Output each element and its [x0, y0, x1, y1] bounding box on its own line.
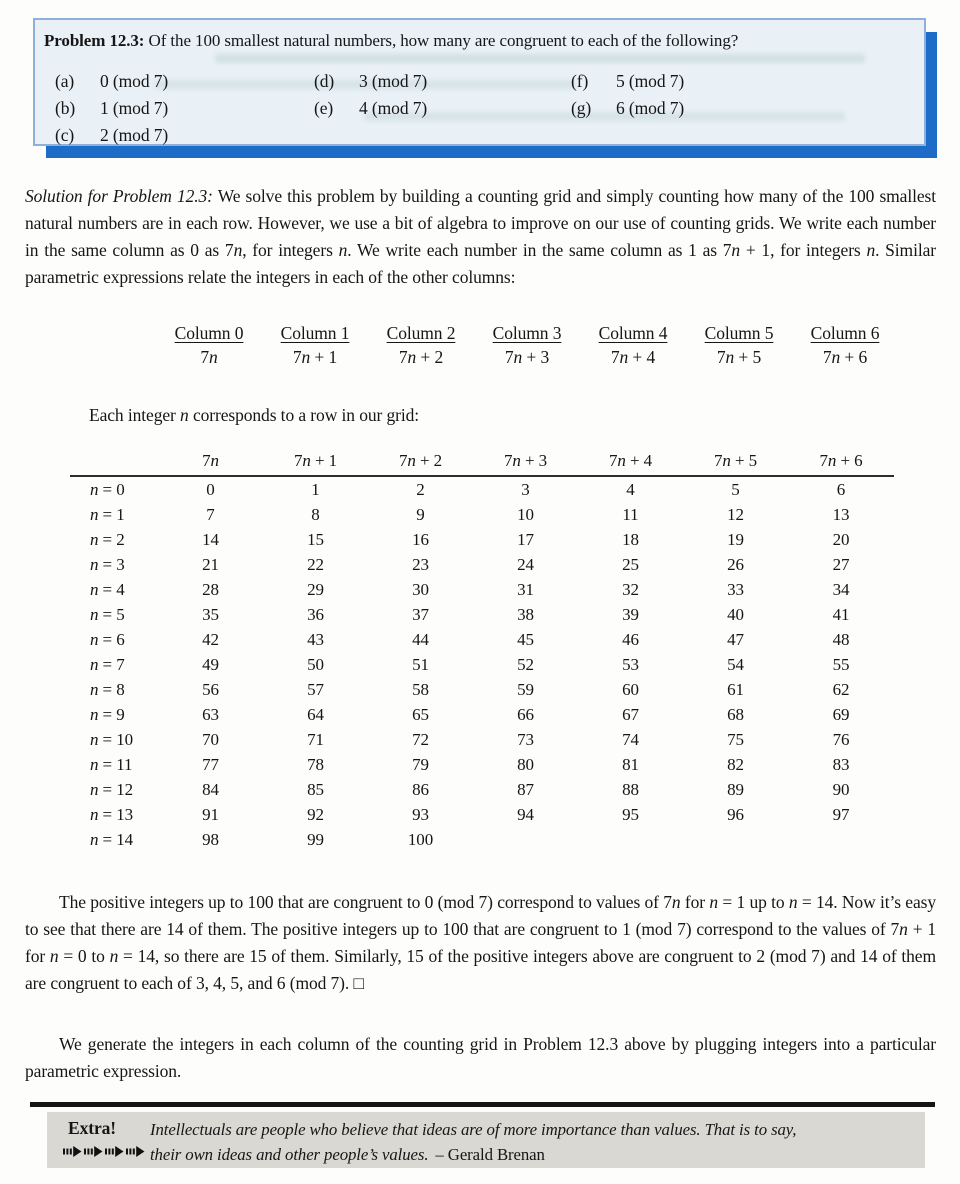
table-row — [70, 502, 894, 527]
table-row — [70, 652, 894, 677]
grid-cell — [788, 827, 894, 852]
grid-cell — [683, 827, 788, 852]
grid-cell: 83 — [832, 755, 850, 774]
grid-cell: 26 — [727, 555, 744, 574]
problem-part — [55, 122, 168, 149]
counting-grid — [70, 446, 894, 852]
grid-cell: 95 — [622, 805, 639, 824]
grid-cell: 54 — [727, 655, 744, 674]
grid-cell: 21 — [202, 555, 219, 574]
table-row — [70, 577, 894, 602]
grid-cell: 30 — [412, 580, 429, 599]
grid-cell: 67 — [622, 705, 639, 724]
grid-cell: 97 — [832, 805, 850, 824]
grid-cell: 99 — [307, 830, 324, 849]
row-label: n = 11 — [90, 755, 133, 774]
grid-column-header: 7n + 1 — [263, 446, 368, 476]
grid-cell: 74 — [622, 730, 639, 749]
grid-cell: 34 — [832, 580, 850, 599]
problem-part — [55, 95, 168, 122]
row-label: n = 10 — [90, 730, 133, 749]
grid-cell: 17 — [517, 530, 534, 549]
column-expression-table — [156, 323, 898, 368]
column-expression: 7n + 6 — [822, 347, 868, 367]
grid-cell: 64 — [307, 705, 324, 724]
grid-cell: 92 — [307, 805, 324, 824]
grid-cell: 69 — [832, 705, 850, 724]
row-label: n = 1 — [90, 505, 125, 524]
arrow-right-icon — [63, 1146, 82, 1157]
grid-cell: 24 — [517, 555, 534, 574]
grid-cell: 16 — [412, 530, 429, 549]
grid-cell: 77 — [202, 755, 219, 774]
grid-cell: 96 — [727, 805, 744, 824]
extra-quote-line2: their own ideas and other people’s values. – Gerald Brenan — [150, 1145, 545, 1164]
grid-corner-cell — [70, 446, 158, 476]
grid-cell: 25 — [622, 555, 639, 574]
part-tag: (d) — [314, 71, 335, 91]
table-row — [70, 752, 894, 777]
table-row — [70, 777, 894, 802]
grid-cell: 1 — [311, 480, 320, 499]
problem-part — [571, 68, 684, 95]
grid-cell: 6 — [836, 480, 846, 499]
generate-paragraph: We generate the integers in each column of the counting grid in Problem 12.3 above by plugging integers into a particular parametric expression. — [25, 1034, 936, 1081]
row-label: n = 12 — [90, 780, 133, 799]
grid-cell: 33 — [727, 580, 744, 599]
grid-cell: 28 — [202, 580, 219, 599]
solution-text: We solve this problem by building a counting grid and simply counting how many of the 100 smallest natural numbers are in each row. However, we use a bit of algebra to improve on our use of counting grids. We write each number in the same column as 0 as 7n, for integers n. We write each number in the same column as 1 as 7n + 1, for integers n. Similar parametric expressions relate the integers in each of the other columns: — [25, 186, 936, 287]
grid-cell: 5 — [731, 480, 740, 499]
grid-cell: 59 — [517, 680, 534, 699]
grid-cell: 35 — [202, 605, 219, 624]
counting-grid-body — [70, 476, 894, 852]
grid-cell: 55 — [832, 655, 850, 674]
grid-cell: 22 — [307, 555, 324, 574]
grid-cell: 27 — [832, 555, 850, 574]
grid-column-header: 7n + 3 — [473, 446, 578, 476]
grid-cell: 85 — [307, 780, 324, 799]
grid-cell: 19 — [727, 530, 744, 549]
part-text: 4 (mod 7) — [359, 98, 428, 118]
grid-cell: 73 — [517, 730, 534, 749]
row-label: n = 2 — [90, 530, 125, 549]
grid-cell: 71 — [307, 730, 324, 749]
problem-box — [33, 18, 926, 146]
grid-cell: 38 — [517, 605, 534, 624]
grid-cell: 56 — [202, 680, 219, 699]
section-divider-rule — [30, 1102, 935, 1107]
problem-parts-col-2 — [571, 68, 684, 122]
row-label: n = 14 — [90, 830, 133, 849]
column-expression: 7n — [200, 347, 218, 367]
grid-cell: 72 — [412, 730, 429, 749]
arrow-right-icon — [105, 1146, 124, 1157]
grid-cell: 88 — [622, 780, 639, 799]
arrow-right-icons — [63, 1146, 145, 1157]
row-label: n = 6 — [90, 630, 125, 649]
grid-intro: Each integer n corresponds to a row in our grid: — [89, 405, 420, 425]
grid-cell: 31 — [517, 580, 534, 599]
part-tag: (a) — [55, 71, 75, 91]
table-row — [70, 602, 894, 627]
grid-cell: 79 — [412, 755, 429, 774]
grid-cell: 10 — [517, 505, 534, 524]
grid-cell: 18 — [622, 530, 639, 549]
grid-cell: 68 — [727, 705, 744, 724]
grid-cell: 78 — [307, 755, 324, 774]
grid-column-header: 7n + 4 — [578, 446, 683, 476]
grid-cell: 23 — [412, 555, 429, 574]
grid-cell: 86 — [412, 780, 429, 799]
extra-box — [47, 1112, 925, 1168]
extra-quote-line1: Intellectuals are people who believe that ideas are of more importance than values. That is to say, — [150, 1120, 797, 1139]
column-expression: 7n + 1 — [292, 347, 338, 367]
row-label: n = 4 — [90, 580, 125, 599]
part-text: 1 (mod 7) — [100, 98, 169, 118]
problem-statement — [44, 31, 920, 51]
grid-cell: 7 — [206, 505, 215, 524]
column-header: Column 0 — [174, 323, 244, 343]
arrow-right-icon — [84, 1146, 103, 1157]
table-row — [70, 702, 894, 727]
part-text: 3 (mod 7) — [359, 71, 428, 91]
grid-cell: 15 — [307, 530, 324, 549]
scan-bleed-artifact — [215, 54, 865, 63]
grid-cell: 14 — [202, 530, 219, 549]
part-text: 6 (mod 7) — [616, 98, 685, 118]
column-expression-cell — [792, 323, 898, 368]
table-row — [70, 677, 894, 702]
grid-cell: 87 — [517, 780, 534, 799]
grid-cell: 29 — [307, 580, 324, 599]
table-row — [70, 627, 894, 652]
grid-cell: 52 — [517, 655, 534, 674]
grid-cell: 9 — [416, 505, 425, 524]
grid-column-header: 7n + 5 — [683, 446, 788, 476]
grid-cell: 0 — [206, 480, 215, 499]
counting-grid-header-row — [70, 446, 894, 476]
grid-cell: 48 — [832, 630, 850, 649]
column-expression-cell — [686, 323, 792, 368]
grid-column-header: 7n + 2 — [368, 446, 473, 476]
solution-lead: Solution for Problem 12.3: — [25, 186, 213, 206]
grid-cell: 43 — [307, 630, 324, 649]
column-expression: 7n + 3 — [504, 347, 550, 367]
grid-cell: 50 — [307, 655, 324, 674]
grid-cell: 62 — [832, 680, 850, 699]
counting-grid-table — [70, 446, 894, 852]
problem-part — [55, 68, 168, 95]
column-header: Column 5 — [704, 323, 774, 343]
problem-parts-col-1 — [314, 68, 427, 122]
column-header: Column 1 — [280, 323, 350, 343]
row-label: n = 5 — [90, 605, 125, 624]
solution-paragraph — [25, 183, 936, 291]
column-expression-cell — [368, 323, 474, 368]
column-expression-cell — [580, 323, 686, 368]
grid-cell: 49 — [202, 655, 219, 674]
grid-cell: 80 — [517, 755, 534, 774]
grid-cell: 61 — [727, 680, 744, 699]
problem-parts-col-0 — [55, 68, 168, 149]
counting-result-paragraph: The positive integers up to 100 that are congruent to 0 (mod 7) correspond to values of 7n for n = 1 up to n = 14. Now it’s easy to see that there are 14 of them. The positive integers up to 100 that are congruent to 1 (mod 7) correspond to the values of 7n + 1 for n = 0 to n = 14, so there are 15 of them. Similarly, 15 of the positive integers above are congruent to 2 (mod 7) and 14 of them are congruent to each of 3, 4, 5, and 6 (mod 7). □ — [25, 892, 936, 993]
grid-cell: 66 — [517, 705, 534, 724]
grid-cell: 90 — [832, 780, 850, 799]
extra-quote — [150, 1117, 940, 1167]
table-row — [70, 802, 894, 827]
grid-cell: 32 — [622, 580, 639, 599]
column-header: Column 3 — [492, 323, 562, 343]
table-row — [70, 827, 894, 852]
problem-part — [314, 95, 427, 122]
grid-cell: 75 — [727, 730, 744, 749]
grid-cell: 42 — [202, 630, 219, 649]
grid-cell: 40 — [727, 605, 744, 624]
column-header: Column 6 — [810, 323, 880, 343]
grid-cell: 47 — [727, 630, 744, 649]
grid-cell: 20 — [832, 530, 850, 549]
grid-cell: 65 — [412, 705, 429, 724]
grid-cell: 100 — [407, 830, 434, 849]
grid-cell: 98 — [202, 830, 219, 849]
grid-cell: 36 — [307, 605, 324, 624]
grid-cell: 2 — [416, 480, 425, 499]
grid-cell: 76 — [832, 730, 850, 749]
part-text: 0 (mod 7) — [100, 71, 169, 91]
column-header: Column 2 — [386, 323, 456, 343]
grid-cell: 46 — [622, 630, 639, 649]
problem-label: Problem 12.3: — [44, 31, 145, 50]
problem-part — [314, 68, 427, 95]
grid-cell: 8 — [311, 505, 320, 524]
table-row — [70, 527, 894, 552]
extra-label: Extra! — [68, 1118, 116, 1138]
problem-part — [571, 95, 684, 122]
column-expression-cell — [156, 323, 262, 368]
grid-cell: 82 — [727, 755, 744, 774]
table-row — [70, 727, 894, 752]
row-label: n = 8 — [90, 680, 125, 699]
grid-cell: 44 — [412, 630, 429, 649]
part-tag: (c) — [55, 125, 75, 145]
row-label: n = 9 — [90, 705, 125, 724]
part-tag: (g) — [571, 98, 592, 118]
grid-column-header: 7n + 6 — [788, 446, 894, 476]
column-expression-cell — [262, 323, 368, 368]
grid-cell: 81 — [622, 755, 639, 774]
grid-cell — [578, 827, 683, 852]
grid-cell: 51 — [412, 655, 429, 674]
grid-cell: 11 — [622, 505, 639, 524]
column-expression: 7n + 4 — [610, 347, 656, 367]
grid-cell: 57 — [307, 680, 324, 699]
grid-cell: 12 — [727, 505, 744, 524]
grid-cell: 70 — [202, 730, 219, 749]
grid-cell: 58 — [412, 680, 429, 699]
row-label: n = 13 — [90, 805, 133, 824]
part-text: 2 (mod 7) — [100, 125, 169, 145]
part-tag: (e) — [314, 98, 334, 118]
row-label: n = 0 — [90, 480, 125, 499]
column-header: Column 4 — [598, 323, 668, 343]
quote-attribution: – Gerald Brenan — [435, 1145, 545, 1164]
table-row — [70, 476, 894, 502]
grid-cell: 63 — [202, 705, 219, 724]
grid-cell: 45 — [517, 630, 534, 649]
problem-statement-text: Of the 100 smallest natural numbers, how many are congruent to each of the following? — [148, 31, 739, 50]
grid-cell: 93 — [412, 805, 429, 824]
column-expression-cell — [474, 323, 580, 368]
grid-cell: 84 — [202, 780, 219, 799]
arrow-right-icon — [126, 1146, 145, 1157]
grid-column-header: 7n — [158, 446, 263, 476]
row-label: n = 3 — [90, 555, 125, 574]
part-tag: (b) — [55, 98, 76, 118]
table-row — [70, 552, 894, 577]
grid-cell: 39 — [622, 605, 639, 624]
grid-cell: 91 — [202, 805, 219, 824]
column-expression: 7n + 5 — [716, 347, 762, 367]
grid-cell: 89 — [727, 780, 744, 799]
grid-cell: 37 — [412, 605, 429, 624]
grid-cell: 4 — [626, 480, 635, 499]
grid-cell: 3 — [521, 480, 530, 499]
grid-cell: 41 — [832, 605, 850, 624]
grid-cell: 94 — [517, 805, 534, 824]
row-label: n = 7 — [90, 655, 125, 674]
part-tag: (f) — [571, 71, 589, 91]
grid-cell: 13 — [832, 505, 850, 524]
column-expression: 7n + 2 — [398, 347, 444, 367]
grid-cell — [473, 827, 578, 852]
grid-cell: 60 — [622, 680, 639, 699]
grid-cell: 53 — [622, 655, 639, 674]
part-text: 5 (mod 7) — [616, 71, 685, 91]
